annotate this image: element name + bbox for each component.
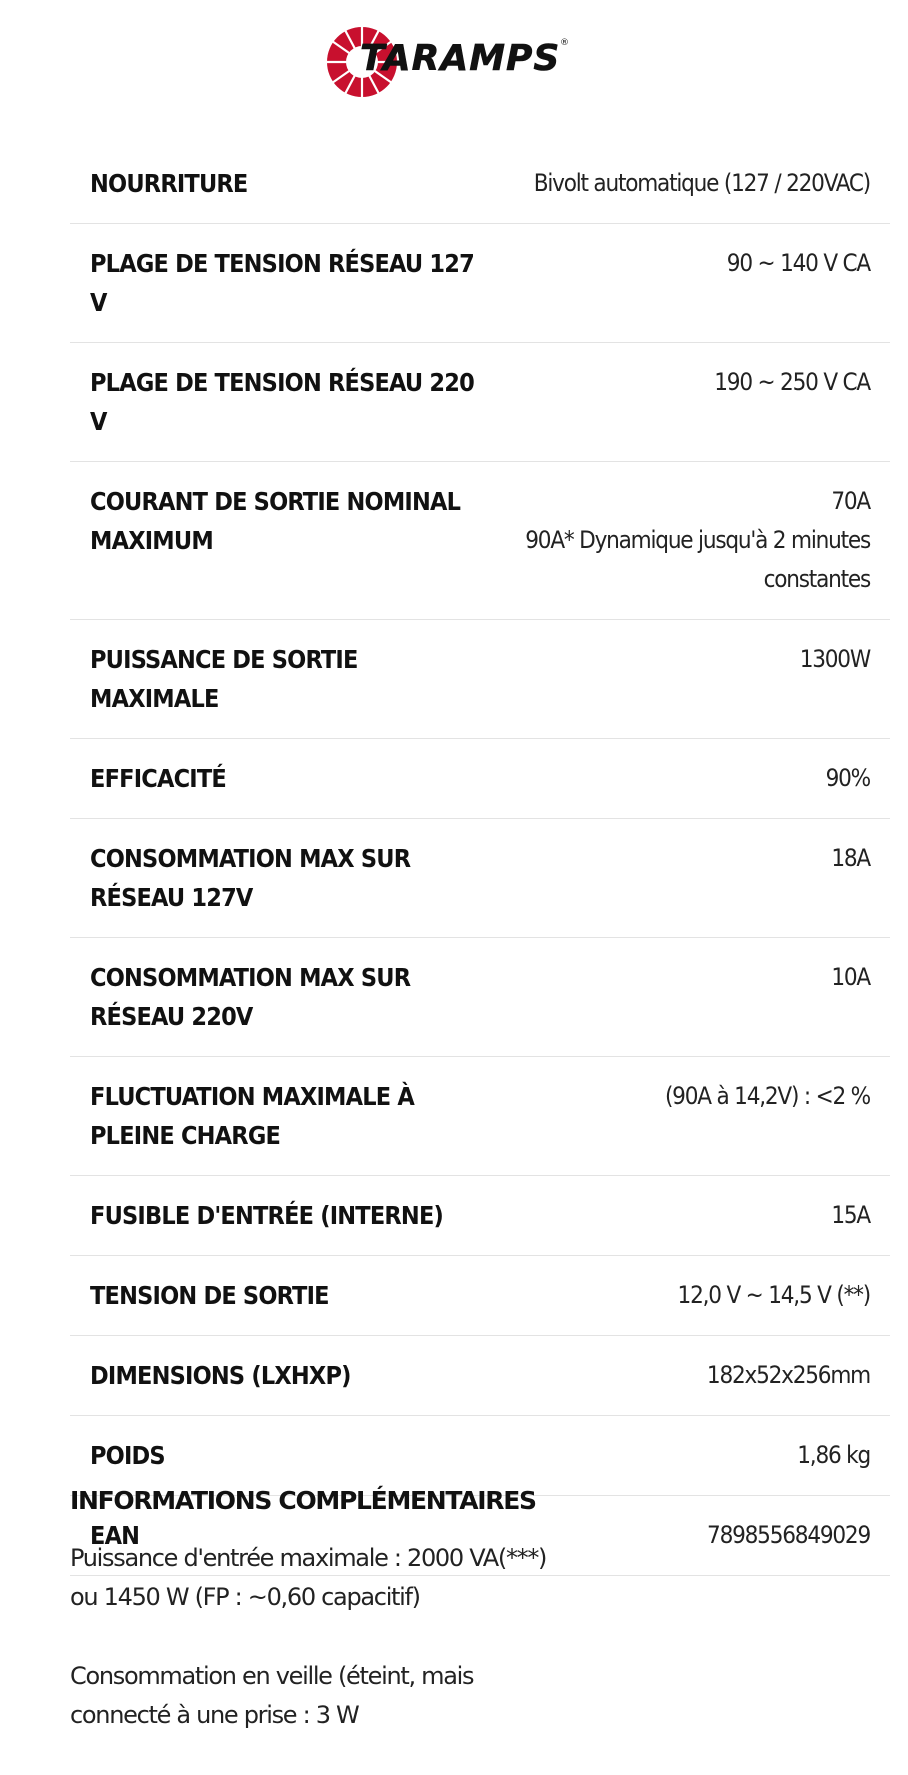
spec-value-line: 182x52x256mm <box>706 1361 870 1389</box>
spec-label: EAN <box>90 1521 140 1550</box>
info-paragraph: Puissance d'entrée maximale : 2000 VA(***) ou 1450 W (FP : ~0,60 capacitif) <box>70 1544 547 1611</box>
spec-value <box>490 640 870 679</box>
spec-value-line: 15A <box>831 1201 870 1229</box>
spec-label: EFFICACITÉ <box>90 764 226 793</box>
spec-label: NOURRITURE <box>90 169 248 198</box>
spec-row <box>70 1057 890 1176</box>
spec-value-line: 90A* Dynamique jusqu'à 2 minutes constantes <box>525 526 870 593</box>
spec-label: POIDS <box>90 1441 165 1470</box>
spec-row <box>70 1336 890 1416</box>
spec-value <box>490 363 870 402</box>
additional-info <box>70 1486 550 1775</box>
spec-value <box>490 759 870 798</box>
spec-value-line: 90% <box>825 764 870 792</box>
spec-value-line: 18A <box>831 844 870 872</box>
spec-label: DIMENSIONS (LXHXP) <box>90 1361 351 1390</box>
spec-label: CONSOMMATION MAX SUR RÉSEAU 127V <box>90 844 411 912</box>
spec-value-line: 190 ~ 250 V CA <box>714 368 870 396</box>
spec-row <box>70 462 890 620</box>
spec-label: CONSOMMATION MAX SUR RÉSEAU 220V <box>90 963 411 1031</box>
spec-value-line: 7898556849029 <box>707 1521 870 1549</box>
spec-value-line: 70A <box>831 487 870 515</box>
spec-table <box>70 144 890 1576</box>
taramps-logo[interactable] <box>324 22 584 102</box>
spec-value <box>490 482 870 599</box>
spec-value <box>490 244 870 283</box>
spec-label: PLAGE DE TENSION RÉSEAU 220 V <box>90 368 474 436</box>
spec-label: PUISSANCE DE SORTIE MAXIMALE <box>90 645 358 713</box>
spec-value <box>490 164 870 203</box>
spec-row <box>70 620 890 739</box>
spec-label: PLAGE DE TENSION RÉSEAU 127 V <box>90 249 474 317</box>
spec-row <box>70 343 890 462</box>
spec-row <box>70 819 890 938</box>
spec-value-line: 12,0 V ~ 14,5 V (**) <box>677 1281 870 1309</box>
spec-value <box>490 1356 870 1395</box>
spec-label: FLUCTUATION MAXIMALE À PLEINE CHARGE <box>90 1082 414 1150</box>
spec-row <box>70 739 890 819</box>
spec-value <box>490 1196 870 1235</box>
spec-row <box>70 1416 890 1496</box>
registered-mark: ® <box>560 38 569 48</box>
spec-label: TENSION DE SORTIE <box>90 1281 329 1310</box>
spec-row <box>70 1176 890 1256</box>
spec-value-line: 1300W <box>799 645 870 673</box>
spec-row <box>70 938 890 1057</box>
spec-value-line: 1,86 kg <box>797 1441 870 1469</box>
spec-value <box>490 839 870 878</box>
additional-info-title: INFORMATIONS COMPLÉMENTAIRES <box>70 1486 536 1515</box>
spec-value <box>490 1436 870 1475</box>
spec-label: FUSIBLE D'ENTRÉE (INTERNE) <box>90 1201 444 1230</box>
spec-value <box>490 1276 870 1315</box>
spec-value <box>490 958 870 997</box>
spec-row <box>70 1256 890 1336</box>
spec-label: COURANT DE SORTIE NOMINAL MAXIMUM <box>90 487 461 555</box>
spec-value-line: (90A à 14,2V) : <2 % <box>664 1082 870 1110</box>
brand-name: TARAMPS <box>360 38 561 79</box>
spec-value-line: 90 ~ 140 V CA <box>726 249 870 277</box>
spec-value-line: Bivolt automatique (127 / 220VAC) <box>533 169 870 197</box>
spec-value <box>490 1077 870 1116</box>
header <box>0 22 908 102</box>
spec-value-line: 10A <box>831 963 870 991</box>
spec-row <box>70 224 890 343</box>
info-paragraph: Consommation en veille (éteint, mais connecté à une prise : 3 W <box>70 1662 474 1729</box>
spec-row <box>70 144 890 224</box>
